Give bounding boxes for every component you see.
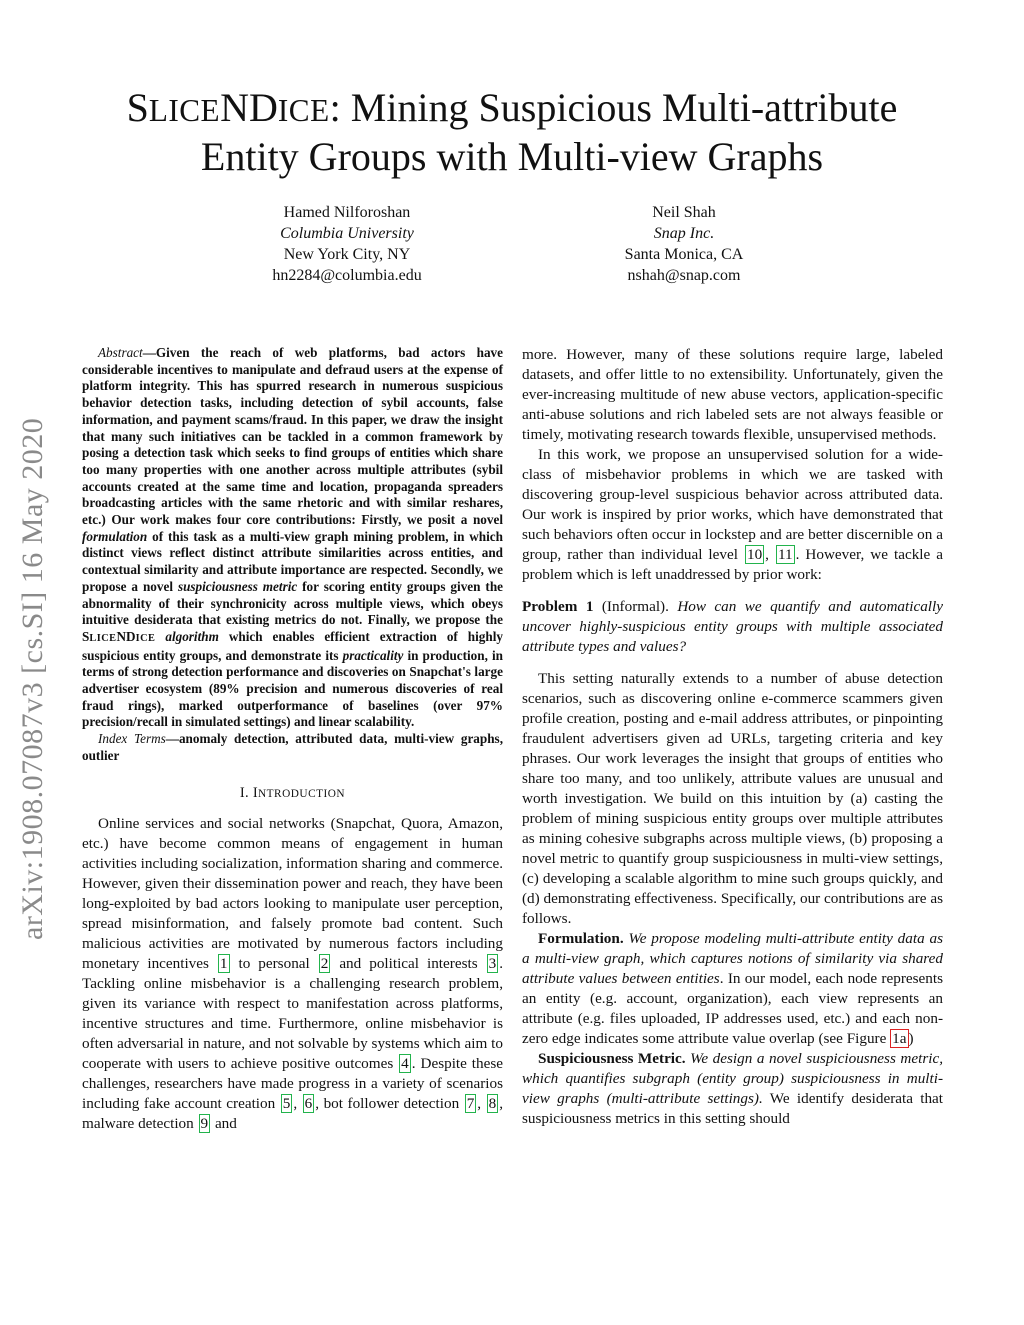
author-name: Neil Shah (652, 204, 716, 221)
citation-link[interactable]: 9 (200, 1114, 209, 1132)
citation-link[interactable]: 6 (304, 1094, 313, 1112)
right-column (522, 345, 943, 1129)
author-block-2 (584, 202, 784, 286)
arxiv-stamp: arXiv:1908.07087v3 [cs.SI] 16 May 2020 (16, 417, 49, 940)
intro-paragraph: Online services and social networks (Snapchat, Quora, Amazon, etc.) have become common means of engagement in human activities including socialization, information sharing and commerce. However, given their dissemination power and reach, they have been long-exploited by bad actors looking to manipulate user perception, spread misinformation, and falsely promote bad content. Such malicious activities are motivated by numerous factors including monetary incentives 1 to personal 2 and political interests 3 . Tackling online misbehavior is a challenging research problem, given its variance with respect to manifestation across platforms, incentive structures and time. Furthermore, online misbehavior is often adversarial in nature, and not solvable by systems which aim to cooperate with users to achieve positive outcomes 4 . Despite these challenges, researchers have made progress in a variety of scenarios including fake account creation 5 , 6 , bot follower detection 7 , 8 , malware detection 9 and (82, 814, 504, 1132)
body-paragraph: This setting naturally extends to a number of abuse detection scenarios, such as discovering online e-commerce scammers given profile creation, posting and e-mail address attributes, or pinpointing fraudulent advertisers given ad URLs, targeting criteria and key phrases. Our work leverages the insight that groups of entities who share too many, and too unlikely, attribute values are unusual and worth investigation. We build on this intuition by (a) casting the problem of mining suspicious entity groups over multiple attributes as mining cohesive subgraphs across multiple views, (b) proposing a novel metric to quantify group suspiciousness in multi-view settings, (c) developing a scalable algorithm to mine such groups quickly, and (d) demonstrating effectiveness. Specifically, our contributions are as follows. (522, 670, 943, 927)
author-affiliation: Snap Inc. (653, 225, 715, 242)
author-block-1 (247, 202, 447, 286)
citation-link[interactable]: 3 (488, 954, 497, 972)
author-email: hn2284@columbia.edu (272, 267, 422, 284)
paper-title (0, 85, 1024, 180)
citation-link[interactable]: 11 (777, 546, 793, 563)
citation-link[interactable]: 2 (320, 954, 329, 972)
author-email: nshah@snap.com (627, 267, 741, 284)
left-column (82, 345, 503, 1134)
citation-link[interactable]: 5 (282, 1094, 291, 1112)
title-line-2: Entity Groups with Multi-view Graphs (200, 134, 824, 179)
citation-link[interactable]: 7 (466, 1094, 475, 1112)
citation-link[interactable]: 4 (401, 1054, 409, 1072)
contribution-metric: Suspiciousness Metric. We design a novel suspiciousness metric, which quantifies subgraph (entity group) suspiciousness in multi-view graphs (multi-attribute settings). We identify desiderata that suspiciousness metrics in this setting should (522, 1050, 944, 1127)
contribution-formulation: Formulation. We propose modeling multi-attribute entity data as a multi-view graph, which captures notions of similarity via shared attribute values between entities. In our model, each node represents an entity (e.g. account, organization), each view represents an attribute (e.g. files uploaded, IP addresses used, etc.) and each non-zero edge indicates some attribute value overlap (see Figure 1a ) (522, 930, 943, 1047)
index-terms: Index Terms—anomaly detection, attributed data, multi-view graphs, outlier (82, 731, 503, 763)
abstract: Abstract—Given the reach of web platforms, bad actors have considerable incentives to manipulate and defraud users at the expense of platform integrity. This has spurred research in numerous suspicious behavior detection tasks, including detection of sybil accounts, false information, and payment scams/fraud. In this paper, we draw the insight that many such initiatives can be tackled in a common framework by posing a detection task which seeks to find groups of entities which share too many properties with one another across multiple attributes (sybil accounts created at the same time and location, propaganda spreaders broadcasting articles with the same rhetoric and with similar reshares, etc.) Our work makes four core contributions: Firstly, we posit a novel formulation of this task as a multi-view graph mining problem, in which distinct views reflect distinct attribute similarities across entities, and contextual similarity and attribute importance are respected. Secondly, we propose a novel suspiciousness metric for scoring entity groups given the abnormality of their synchronicity across multiple views, which obeys intuitive desiderata that existing metrics do not. Finally, we propose the SLICENDICE algorithm which enables efficient extraction of highly suspicious entity groups, and demonstrate its practicality in production, in terms of strong detection performance and discoveries on Snapchat's large advertiser ecosystem (89% precision and numerous discoveries of real fraud rings), marked outperformance of baselines (over 97% precision/recall in simulated settings) and linear scalability. (82, 345, 504, 730)
author-affiliation: Columbia University (280, 225, 414, 242)
citation-link[interactable]: 10 (746, 546, 763, 563)
problem-statement: Problem 1 (Informal). How can we quantify and automatically uncover highly-suspicious entity groups with multiple associated attribute types and values? (522, 598, 943, 655)
figure-link[interactable]: 1a (892, 1030, 907, 1047)
author-location: Santa Monica, CA (624, 246, 744, 263)
body-paragraph: In this work, we propose an unsupervised solution for a wide-class of misbehavior problems in which we are tasked with discovering group-level suspicious behavior across attributed data. Our work is inspired by prior works, which have demonstrated that such behaviors often occur in lockstep and are better discernible on a group, rather than individual level 10 , 11 . However, we tackle a problem which is left unaddressed by prior work: (522, 446, 944, 583)
title-line-1: SLICENDICE: Mining Suspicious Multi-attribute (126, 85, 898, 130)
body-paragraph: more. However, many of these solutions require large, labeled datasets, and offer little to no extensibility. Unfortunately, given the ever-increasing multitude of new abuse vectors, application-specific anti-abuse solutions and rich labeled sets are not always feasible or timely, motivating research towards flexible, unsupervised methods. (522, 346, 943, 443)
citation-link[interactable]: 8 (488, 1094, 497, 1112)
section-heading-introduction: I. INTRODUCTION (239, 784, 346, 801)
author-location: New York City, NY (283, 246, 411, 263)
author-name: Hamed Nilforoshan (283, 204, 411, 221)
citation-link[interactable]: 1 (219, 954, 228, 972)
